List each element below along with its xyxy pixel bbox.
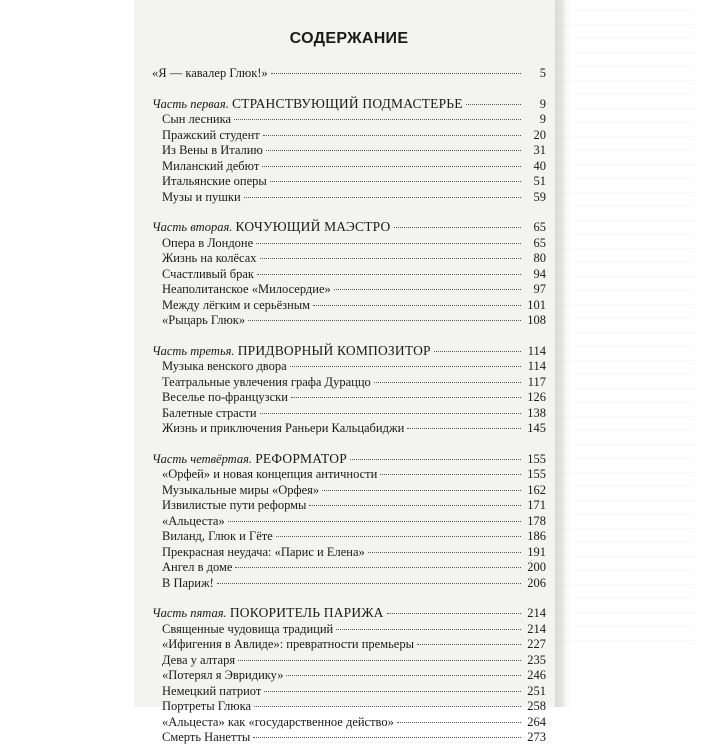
toc-part-heading xyxy=(152,605,546,622)
toc-entry xyxy=(152,498,546,514)
toc-entry-title: «Орфей» и новая концепция античности xyxy=(162,467,378,481)
dot-leader xyxy=(322,490,521,491)
toc-entry-title: Священные чудовища традиций xyxy=(162,621,334,636)
toc-entry xyxy=(152,251,546,267)
toc-entry-title: Музыка венского двора xyxy=(162,359,287,373)
dot-leader xyxy=(253,737,521,738)
toc-entry-title: Из Вены в Италию xyxy=(162,143,263,157)
toc-entry xyxy=(152,313,546,329)
toc-entry-page: 97 xyxy=(533,282,546,296)
toc-entry-title: Счастливый брак xyxy=(162,266,254,281)
toc-part-1 xyxy=(152,96,546,206)
toc-entry-title: Музы и пушки xyxy=(162,189,241,204)
dot-leader xyxy=(290,366,521,367)
dot-leader xyxy=(260,413,521,414)
toc-entry-page: 145 xyxy=(527,421,546,435)
toc-entry-page: 251 xyxy=(527,683,546,698)
toc-entry-page: 186 xyxy=(527,529,546,543)
dot-leader xyxy=(397,722,521,723)
toc-entry-title: В Париж! xyxy=(162,575,214,590)
toc-entry-title: «Альцеста» как «государственное действо» xyxy=(162,714,394,729)
dot-leader xyxy=(228,521,521,522)
toc-entry xyxy=(152,560,546,576)
toc-entry xyxy=(152,375,546,391)
dot-leader xyxy=(394,227,522,228)
toc-entry-title: Между лёгким и серьёзным xyxy=(162,297,311,312)
dot-leader xyxy=(374,382,521,383)
toc-entry-title: Балетные страсти xyxy=(162,405,257,420)
toc-entry-intro xyxy=(152,66,546,82)
toc-entry-title: Пражский студент xyxy=(162,127,260,142)
toc-part-heading xyxy=(152,451,546,468)
toc-part-5 xyxy=(152,605,546,746)
dot-leader xyxy=(368,552,521,553)
dot-leader xyxy=(234,119,521,120)
toc-entry-page: 214 xyxy=(527,621,546,636)
toc-entry-title: Дева у алтаря xyxy=(162,652,236,667)
toc-entry-title: Извилистые пути реформы xyxy=(162,498,307,512)
toc-entry-title: «Альцеста» xyxy=(162,513,225,528)
toc-entry-title: Портреты Глюка xyxy=(162,699,252,713)
toc-entry-page: 246 xyxy=(527,668,546,682)
toc-entry xyxy=(152,653,546,669)
dot-leader xyxy=(313,305,521,306)
toc-entry-title: Жизнь на колёсах xyxy=(162,251,257,265)
toc-entry xyxy=(152,622,546,638)
toc-part-heading xyxy=(152,96,546,113)
dot-leader xyxy=(235,567,521,568)
dot-leader xyxy=(350,459,521,460)
toc-entry-page: 171 xyxy=(527,498,546,512)
toc-entry-title: «Ифигения в Авлиде»: превратности премьеры xyxy=(162,637,415,651)
toc-entry-title: Музыкальные миры «Орфея» xyxy=(162,482,320,497)
dot-leader xyxy=(417,644,521,645)
toc-entry-page: 126 xyxy=(527,390,546,404)
toc-entry-page: 59 xyxy=(533,189,546,204)
dot-leader xyxy=(270,181,521,182)
toc-entry xyxy=(152,668,546,684)
toc-entry-page: 273 xyxy=(527,730,546,744)
toc-entry-page: 80 xyxy=(533,251,546,265)
toc-entry-page: 65 xyxy=(533,235,546,250)
dot-leader xyxy=(291,397,521,398)
toc-entry-title: Жизнь и приключения Раньери Кальцабиджи xyxy=(162,421,405,435)
toc-entry xyxy=(152,637,546,653)
toc-entry xyxy=(152,576,546,592)
toc-entry xyxy=(152,174,546,190)
facing-page-bleed xyxy=(555,10,695,650)
toc-entry-page: 264 xyxy=(527,714,546,729)
toc-entry xyxy=(152,112,546,128)
toc-entry xyxy=(152,282,546,298)
part-title: РЕФОРМАТОР xyxy=(255,450,347,466)
toc-entry-title: «Потерял я Эвридику» xyxy=(162,668,284,682)
toc-entry-page: 227 xyxy=(527,637,546,651)
toc-entry-page: 200 xyxy=(527,560,546,574)
part-title: ПОКОРИТЕЛЬ ПАРИЖА xyxy=(229,605,384,620)
toc-entry-page: 206 xyxy=(527,575,546,590)
toc-entry xyxy=(152,406,546,422)
toc-entry xyxy=(152,143,546,159)
dot-leader xyxy=(217,583,521,584)
toc-entry xyxy=(152,421,546,437)
toc xyxy=(152,30,546,746)
dot-leader xyxy=(276,536,521,537)
toc-entry-title: Ангел в доме xyxy=(162,560,233,574)
toc-entry-page: 5 xyxy=(539,66,546,80)
dot-leader xyxy=(286,675,521,676)
part-page: 155 xyxy=(527,451,546,466)
toc-entry-page: 94 xyxy=(533,266,546,281)
toc-entry-title: Смерть Нанетты xyxy=(162,730,251,744)
toc-entry-title: Немецкий патриот xyxy=(162,683,262,698)
dot-leader xyxy=(256,243,521,244)
part-title: СТРАНСТВУЮЩИЙ ПОДМАСТЕРЬЕ xyxy=(231,95,463,111)
toc-entry xyxy=(152,390,546,406)
dot-leader xyxy=(309,505,521,506)
dot-leader xyxy=(262,166,521,167)
toc-entry-title: Театральные увлечения графа Дураццо xyxy=(162,374,371,389)
toc-entry-title: Прекрасная неудача: «Парис и Елена» xyxy=(162,544,365,559)
toc-entry-page: 114 xyxy=(527,359,546,373)
toc-entry xyxy=(152,467,546,483)
toc-entry-page: 117 xyxy=(527,374,546,389)
toc-entry-title: Миланский дебют xyxy=(162,158,260,173)
dot-leader xyxy=(407,428,521,429)
toc-entry-page: 258 xyxy=(527,699,546,713)
toc-entry xyxy=(152,267,546,283)
part-label: Часть четвёртая. xyxy=(152,451,253,466)
toc-entry xyxy=(152,529,546,545)
toc-entry-title: Неаполитанское «Милосердие» xyxy=(162,282,331,296)
part-page: 65 xyxy=(533,220,546,234)
dot-leader xyxy=(380,474,521,475)
part-title: ПРИДВОРНЫЙ КОМПОЗИТОР xyxy=(237,342,431,358)
dot-leader xyxy=(271,73,521,74)
dot-leader xyxy=(387,613,521,614)
toc-entry xyxy=(152,190,546,206)
part-page: 9 xyxy=(539,96,546,111)
toc-entry-page: 108 xyxy=(527,313,546,327)
toc-entry-page: 235 xyxy=(527,652,546,667)
toc-part-heading xyxy=(152,219,546,236)
toc-entry-page: 40 xyxy=(533,158,546,173)
dot-leader xyxy=(238,660,521,661)
dot-leader xyxy=(434,351,521,352)
toc-entry-title: Сын лесника xyxy=(162,112,232,126)
toc-entry-page: 9 xyxy=(539,112,546,126)
toc-entry-page: 31 xyxy=(533,143,546,157)
toc-part-heading xyxy=(152,343,546,360)
toc-entry-page: 155 xyxy=(527,467,546,481)
part-page: 114 xyxy=(527,343,546,358)
toc-entry xyxy=(152,128,546,144)
toc-part-2 xyxy=(152,219,546,329)
toc-entry-title: «Рыцарь Глюк» xyxy=(162,313,246,327)
part-page: 214 xyxy=(527,606,546,620)
toc-entry-page: 178 xyxy=(527,513,546,528)
dot-leader xyxy=(266,150,521,151)
part-label: Часть первая. xyxy=(152,96,229,111)
dot-leader xyxy=(260,258,521,259)
toc-entry-page: 101 xyxy=(527,297,546,312)
dot-leader xyxy=(264,691,521,692)
part-label: Часть третья. xyxy=(152,343,235,358)
toc-entry xyxy=(152,545,546,561)
toc-entry-title: Опера в Лондоне xyxy=(162,235,254,250)
part-label: Часть пятая. xyxy=(152,606,227,620)
toc-part-4 xyxy=(152,451,546,592)
dot-leader xyxy=(466,104,521,105)
toc-entry-title: «Я — кавалер Глюк!» xyxy=(152,66,268,80)
toc-entry-title: Виланд, Глюк и Гёте xyxy=(162,529,273,543)
toc-part-3 xyxy=(152,343,546,437)
toc-entry xyxy=(152,236,546,252)
dot-leader xyxy=(257,274,521,275)
toc-entry-page: 20 xyxy=(533,127,546,142)
part-title: КОЧУЮЩИЙ МАЭСТРО xyxy=(235,219,391,234)
toc-entry xyxy=(152,684,546,700)
dot-leader xyxy=(336,629,521,630)
toc-entry-title: Итальянские оперы xyxy=(162,174,267,188)
toc-entry xyxy=(152,715,546,731)
part-label: Часть вторая. xyxy=(152,220,233,234)
page-title: СОДЕРЖАНИЕ xyxy=(289,30,409,47)
toc-entry-title: Веселье по-французски xyxy=(162,390,288,404)
toc-entry xyxy=(152,359,546,375)
dot-leader xyxy=(248,320,521,321)
toc-entry-page: 138 xyxy=(527,405,546,420)
toc-entry xyxy=(152,159,546,175)
toc-entry-page: 51 xyxy=(533,174,546,188)
toc-entry xyxy=(152,298,546,314)
dot-leader xyxy=(334,289,521,290)
toc-entry xyxy=(152,483,546,499)
dot-leader xyxy=(263,135,521,136)
dot-leader xyxy=(244,197,521,198)
toc-entry xyxy=(152,730,546,746)
toc-entry-page: 191 xyxy=(527,544,546,559)
toc-entry-page: 162 xyxy=(527,482,546,497)
page-gutter-shadow xyxy=(555,0,571,707)
toc-entry xyxy=(152,514,546,530)
